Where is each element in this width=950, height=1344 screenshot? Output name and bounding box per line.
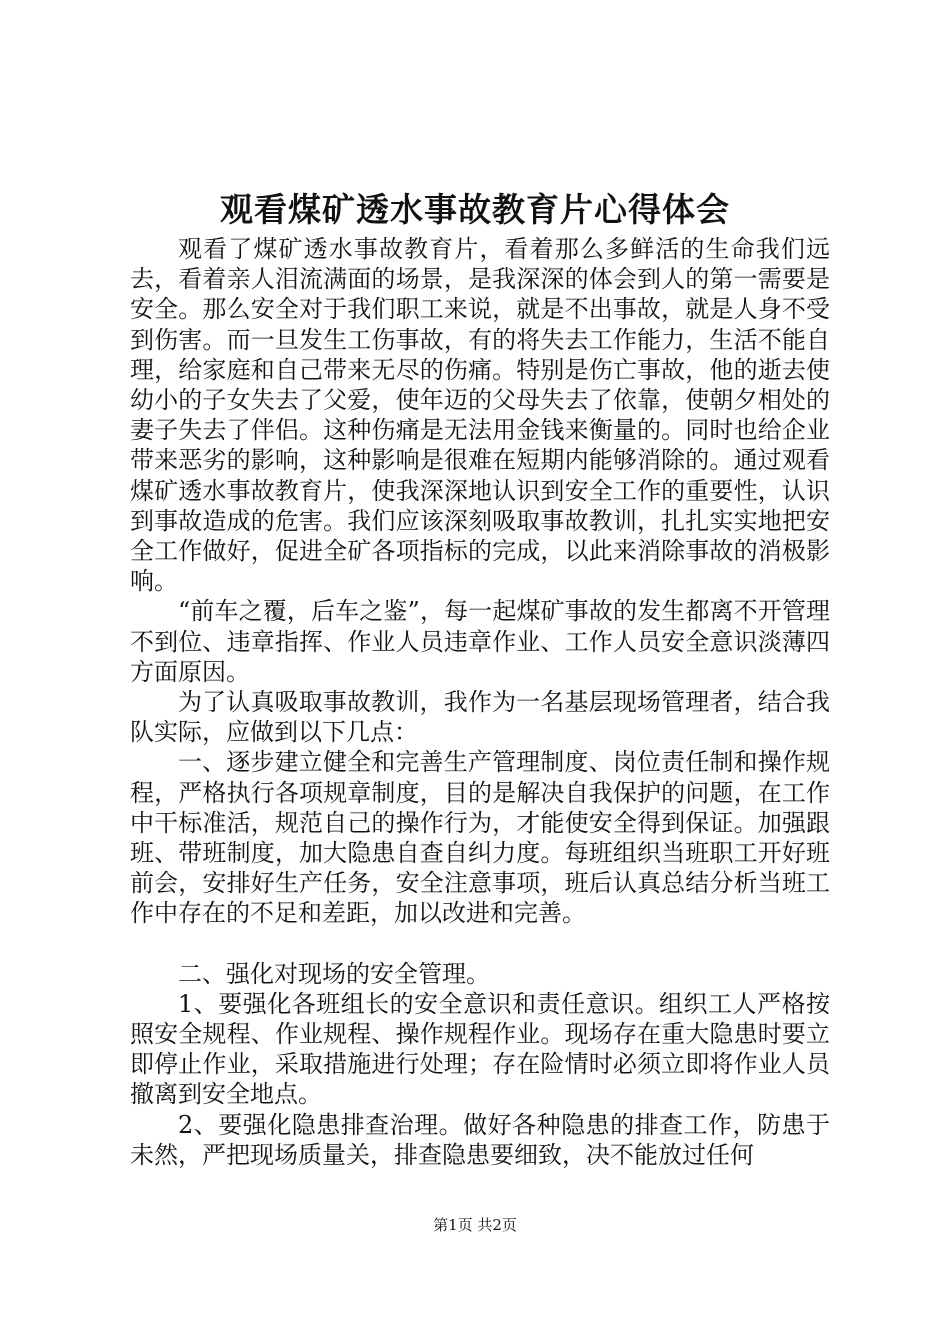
paragraph-causes: “前车之覆，后车之鉴”，每一起煤矿事故的发生都离不开管理不到位、违章指挥、作业人员违章作业、工作人员安全意识淡薄四方面原因。 <box>130 597 830 686</box>
paragraph-intro: 观看了煤矿透水事故教育片，看着那么多鲜活的生命我们远去，看着亲人泪流满面的场景，是我深深的体会到人的第一需要是安全。那么安全对于我们职工来说，就是不出事故，就是人身不受到伤害。而一旦发生工伤事故，有的将失去工作能力，生活不能自理，给家庭和自己带来无尽的伤痛。特别是伤亡事故，他的逝去使幼小的子女失去了父爱，使年迈的父母失去了依靠，使朝夕相处的妻子失去了伴侣。这种伤痛是无法用金钱来衡量的。同时也给企业带来恶劣的影响，这种影响是很难在短期内能够消除的。通过观看煤矿透水事故教育片，使我深深地认识到安全工作的重要性，认识到事故造成的危害。我们应该深刻吸取事故教训，扎扎实实地把安全工作做好，促进全矿各项指标的完成，以此来消除事故的消极影响。 <box>130 235 830 596</box>
paragraph-point-one: 一、逐步建立健全和完善生产管理制度、岗位责任制和操作规程，严格执行各项规章制度，目的是解决自我保护的问题，在工作中干标准活，规范自己的操作行为，才能使安全得到保证。加强跟班、带班制度，加大隐患自查自纠力度。每班组织当班职工开好班前会，安排好生产任务，安全注意事项，班后认真总结分析当班工作中存在的不足和差距，加以改进和完善。 <box>130 748 830 928</box>
paragraph-measures-intro: 为了认真吸取事故教训，我作为一名基层现场管理者，结合我队实际，应做到以下几点： <box>130 688 830 747</box>
document-title: 观看煤矿透水事故教育片心得体会 <box>220 190 730 229</box>
document-body <box>130 234 830 1170</box>
paragraph-point-two: 二、强化对现场的安全管理。 <box>178 959 490 988</box>
paragraph-subpoint-one: 1、要强化各班组长的安全意识和责任意识。组织工人严格按照安全规程、作业规程、操作规程作业。现场存在重大隐患时要立即停止作业，采取措施进行处理；存在险情时必须立即将作业人员撤离到安全地点。 <box>130 989 830 1109</box>
paragraph-subpoint-two: 2、要强化隐患排查治理。做好各种隐患的排查工作，防患于未然，严把现场质量关，排查隐患要细致，决不能放过任何 <box>130 1110 830 1169</box>
page-number-footer: 第1页 共2页 <box>433 1216 517 1234</box>
